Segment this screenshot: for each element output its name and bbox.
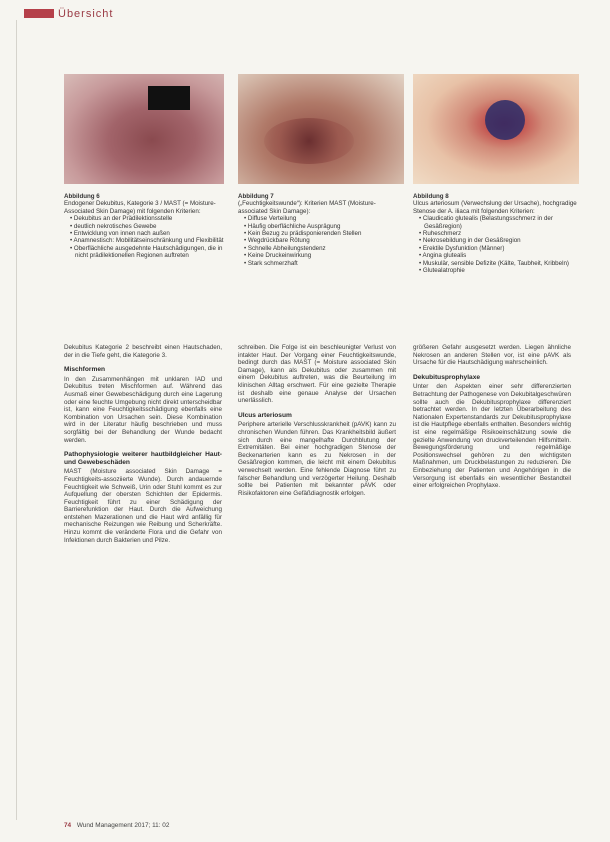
section-title: Übersicht [58, 8, 114, 20]
criteria-item: • Nekrosebildung in der Gesäßregion [419, 237, 579, 244]
figure-caption-2 [238, 193, 404, 267]
criteria-list [238, 215, 404, 267]
criteria-item: • Ruheschmerz [419, 230, 579, 237]
paragraph: schreiben. Die Folge ist ein beschleunigter Verlust von intakter Haut. Der Vorgang einer Feuchtigkeitswunde, bedingt durch das MAST (= Moisture associated Skin Damage), kann als Dekubitus oder zusammen mit einem Dekubitus auftreten, was die Beurteilung im klinischen Alltag erschwert. Für eine gezielte Therapie ist deshalb eine genaue Analyse der Ursachen unerlässlich. [238, 344, 396, 405]
caption-title: Abbildung 8 [413, 193, 449, 200]
wound-area [485, 100, 525, 140]
page-number: 74 [64, 822, 72, 829]
margin-line [16, 20, 17, 820]
caption-body: („Feuchtigkeitswunde“): Kriterien MAST (Moisture-associated Skin Damage): [238, 200, 376, 215]
text-column-1 [64, 344, 222, 551]
criteria-list [64, 215, 224, 259]
criteria-item: • Keine Druckeinwirkung [244, 252, 404, 259]
paragraph: Periphere arterielle Verschlusskrankheit (pAVK) kann zu chronischen Wunden führen. Das Krankheitsbild äußert sich durch eine mangelhafte Durchblutung der Extremitäten. Bei einer hochgradigen Stenose der Beckenarterien kann es zu Nekrosen in der Gesäßregion kommen, die leicht mit einem Dekubitus verwechselt werden. Eine fehlende Diagnose führt zu falscher Behandlung und verzögerter Heilung. Deshalb sollte bei Patienten mit bekannter pAVK oder Risikofaktoren eine Gefäßdiagnostik erfolgen. [238, 421, 396, 497]
criteria-item: • Glutealatrophie [419, 267, 579, 274]
text-column-2 [238, 344, 396, 504]
section-color-bar [24, 9, 54, 18]
criteria-item: • Diffuse Verteilung [244, 215, 404, 222]
paragraph: Unter den Aspekten einer sehr differenzierten Betrachtung der Pathogenese von Dekubitalgeschwüren sollte auch die Dekubitusprophylaxe differenziert betrachtet werden. In der letzten Überarbeitung des Nationalen Expertenstandards zur Dekubitusprophylaxe ist die Hautpflege ebenfalls enthalten. Besonders wichtig ist eine regelmäßige Risikoeinschätzung sowie die gezielte Anwendung von druckverteilenden Hilfsmitteln. Bewegungsförderung und regelmäßige Positionswechsel gehören zu den wichtigsten Maßnahmen, um Druckbelastungen zu reduzieren. Die Einbeziehung der Patienten und Angehörigen in die Versorgung ist ebenfalls ein wesentlicher Bestandteil einer erfolgreichen Prophylaxe. [413, 383, 571, 490]
wound-photo-1 [64, 74, 224, 184]
criteria-item: • Erektile Dysfunktion (Männer) [419, 245, 579, 252]
caption-title: Abbildung 6 [64, 193, 100, 200]
criteria-item: • Häufig oberflächliche Ausprägung [244, 223, 404, 230]
criteria-list [413, 215, 579, 274]
criteria-item: • Oberflächliche ausgedehnte Hautschädigungen, die in nicht prädilektionellen Regionen auftreten [70, 245, 224, 260]
paragraph: MAST (Moisture associated Skin Damage = Feuchtigkeits-assoziierte Wunde). Durch andauernde Feuchtigkeit wie Schweiß, Urin oder Stuhl kommt es zur Aufquellung der obersten Schichten der Epidermis. Feuchtigkeit führt zu einer Schädigung der Barrierefunktion der Haut. Durch die Aufweichung entstehen Mazerationen und die Haut wird anfällig für mechanische Reizungen wie Reibung und Scherkräfte. Hinzu kommt die veränderte Flora und die Gefahr von Infektionen durch Bakterien und Pilze. [64, 468, 222, 544]
criteria-item: • Schnelle Abheilungstendenz [244, 245, 404, 252]
section-heading: Mischformen [64, 366, 106, 374]
criteria-item: • Claudicatio glutealis (Belastungsschmerz in der Gesäßregion) [419, 215, 579, 230]
criteria-item: • Wegdrückbare Rötung [244, 237, 404, 244]
figure-caption-3 [413, 193, 579, 274]
paragraph: größeren Gefahr ausgesetzt werden. Liegen ähnliche Nekrosen an anderen Stellen vor, ist eine pAVK als Ursache für die Hautschädigung wahrscheinlich. [413, 344, 571, 367]
paragraph: In den Zusammenhängen mit unklaren IAD und Dekubitus treten Mischformen auf. Während das Ausmaß einer Gewebeschädigung durch eine Lagerung oder eine feuchte Umgebung nicht direkt unterscheidbar ist, kann eine Feuchtigkeitsschädigung ebenfalls eine Kombination von Ursachen sein. Diese Kombination wird in der Literatur häufig beschrieben und muss sorgfältig bei der Behandlung der Wunde bedacht werden. [64, 375, 222, 444]
wound-photo-2 [238, 74, 404, 184]
text-column-3 [413, 344, 571, 497]
section-heading: Ulcus arteriosum [238, 411, 292, 419]
criteria-item: • Dekubitus an der Prädilektionsstelle [70, 215, 224, 222]
page-footer [64, 822, 169, 829]
wound-photo-3 [413, 74, 579, 184]
section-heading: Pathophysiologie weiterer hautbildgleicher Haut- und Gewebeschäden [64, 451, 222, 466]
criteria-item: • Muskulär, sensible Defizite (Kälte, Taubheit, Kribbeln) [419, 260, 579, 267]
paragraph: Dekubitus Kategorie 2 beschreibt einen Hautschaden, der in die Tiefe geht, die Kategorie 3. [64, 344, 222, 359]
wound-area [264, 118, 354, 164]
criteria-item: • Anamnestisch: Mobilitätseinschränkung und Flexibilität [70, 237, 224, 244]
censor-bar [148, 86, 190, 110]
caption-body: Ulcus arteriosum (Verwechslung der Ursache), hochgradige Stenose der A. iliaca mit folgenden Kriterien: [413, 200, 577, 215]
criteria-item: • deutlich nekrotisches Gewebe [70, 223, 224, 230]
caption-body: Endogener Dekubitus, Kategorie 3 / MAST (= Moisture-Associated Skin Damage) mit folgenden Kriterien: [64, 200, 216, 215]
criteria-item: • Entwicklung von innen nach außen [70, 230, 224, 237]
journal-reference: Wund Management 2017; 11: 02 [76, 822, 170, 829]
figure-caption-1 [64, 193, 224, 260]
caption-title: Abbildung 7 [238, 193, 274, 200]
criteria-item: • Angina glutealis [419, 252, 579, 259]
section-heading: Dekubitusprophylaxe [413, 373, 481, 381]
criteria-item: • Kein Bezug zu prädisponierenden Stellen [244, 230, 404, 237]
criteria-item: • Stark schmerzhaft [244, 260, 404, 267]
